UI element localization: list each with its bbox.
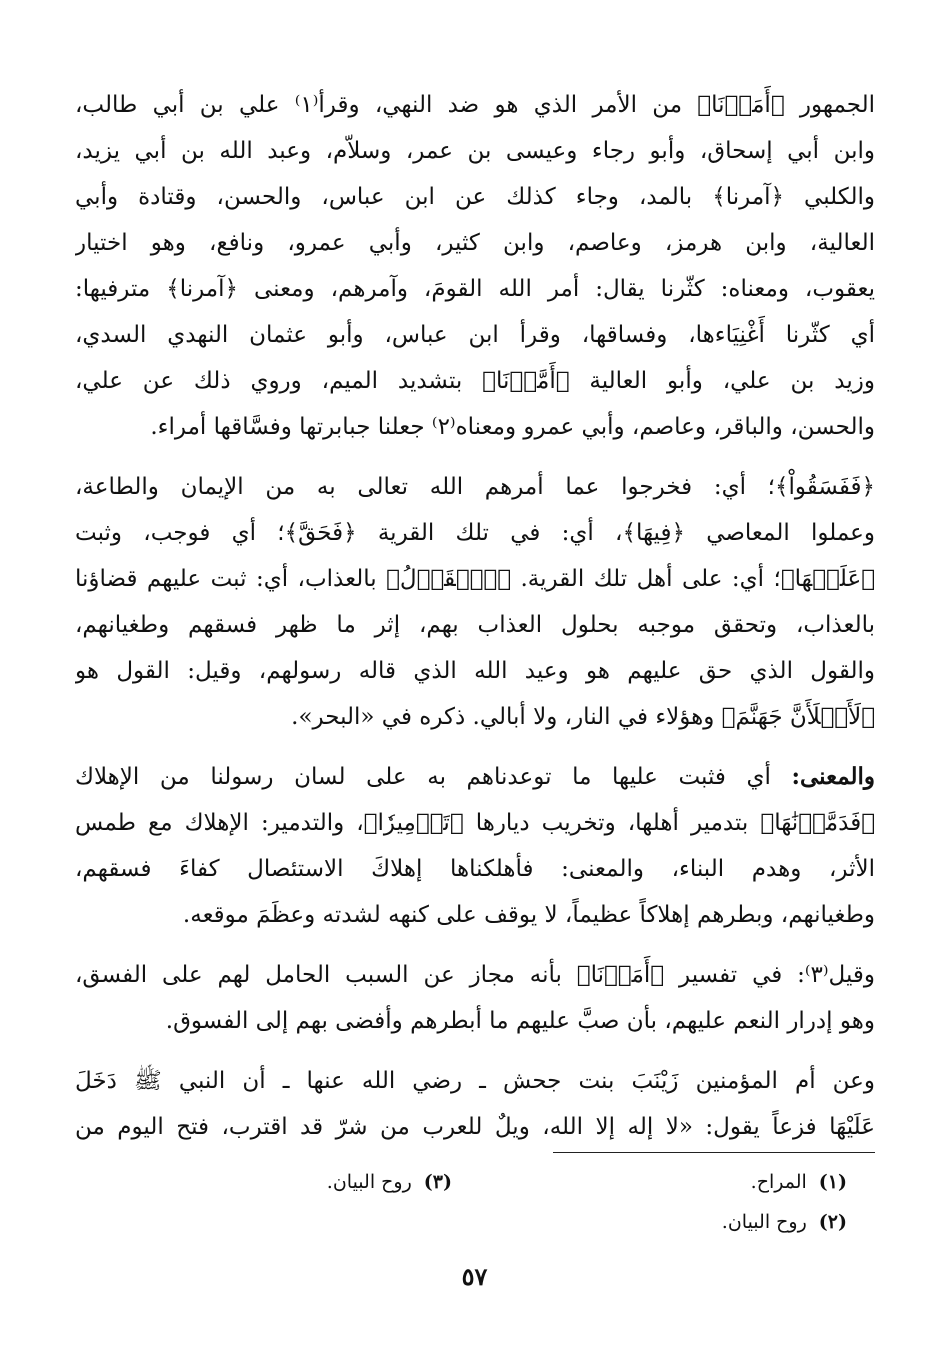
text-line: الأثر، وهدم البناء، والمعنى: فأهلكناها إهلاكَ الاستئصال كفاءَ فسقهم، xyxy=(75,856,875,882)
text-line: ﴿عَلَيۡهَا﴾؛ أي: على أهل تلك القرية. ﴿ٱلۡقَوۡلُ﴾ بالعذاب، أي: ثبت عليهم قضاؤنا xyxy=(75,566,875,592)
paragraph xyxy=(75,464,875,740)
lead-word: والمعنى: xyxy=(791,763,875,790)
text-line: والقول الذي حق عليهم هو وعيد الله الذي قاله رسولهم، وقيل: القول هو xyxy=(75,658,875,684)
footnote-divider xyxy=(553,1152,875,1153)
text-line xyxy=(75,754,875,800)
text-line: وزيد بن علي، وأبو العالية ﴿أَمَّرۡنَا﴾ بتشديد الميم، وروي ذلك عن علي، xyxy=(75,368,875,394)
footnote-2 xyxy=(722,1208,847,1236)
text-line: عَلَيْهَا فزعاً يقول: «لا إله إلا الله، ويلٌ للعرب من شرّ قد اقترب، فتح اليوم من xyxy=(75,1114,875,1140)
text-line: وعملوا المعاصي ﴿فِيهَا﴾، أي: في تلك القرية ﴿فَحَقَّ﴾؛ أي فوجب، وثبت xyxy=(75,520,875,546)
page-number: ٥٧ xyxy=(461,1262,488,1291)
footnote-text: روح البيان. xyxy=(326,1171,412,1193)
footnote-text: المراح. xyxy=(750,1171,807,1193)
text-line-rest: أي فثبت عليها ما توعدناهم به على لسان رسولنا من الإهلاك xyxy=(75,764,792,790)
text-line: العالية، وابن هرمز، وعاصم، وابن كثير، وأبي عمرو، ونافع، وهو اختيار xyxy=(75,230,875,256)
paragraph xyxy=(75,1058,875,1150)
footnote-number: (٢) xyxy=(818,1211,847,1233)
footnote-text: روح البيان. xyxy=(721,1211,807,1233)
text-line: والحسن، والباقر، وعاصم، وأبي عمرو ومعناه⁽٢⁾ جعلنا جبابرتها وفسَّاقها أمراء. xyxy=(150,414,875,440)
text-line: وعن أم المؤمنين زَيْنَبَ بنت جحش ـ رضي الله عنها ـ أن النبي ﷺ دَخَلَ xyxy=(75,1068,875,1094)
paragraph xyxy=(75,754,875,938)
text-line: وهو إدرار النعم عليهم، بأن صبَّ عليهم ما أبطرهم وأفضى بهم إلى الفسوق. xyxy=(165,1008,875,1034)
text-line: وقيل⁽٣⁾: في تفسير ﴿أَمَرۡنَا﴾ بأنه مجاز عن السبب الحامل لهم على الفسق، xyxy=(75,962,875,988)
footnote-number: (٣) xyxy=(423,1171,452,1193)
text-line: يعقوب، ومعناه: كثّرنا يقال: أمر الله القومَ، وآمرهم، ومعنى ﴿آمرنا﴾ مترفيها: xyxy=(75,276,875,302)
text-line: الجمهور ﴿أَمَرۡنَا﴾ من الأمر الذي هو ضد النهي، وقرأ⁽١⁾ علي بن أبي طالب، xyxy=(75,92,875,118)
page-body xyxy=(75,82,875,1150)
text-line: بالعذاب، وتحقق موجبه بحلول العذاب بهم، إثر ما ظهر فسقهم وطغيانهم، xyxy=(75,612,875,638)
text-line: ﴿لَأَمۡلَأَنَّ جَهَنَّمَ﴾ وهؤلاء في النار، ولا أبالي. ذكره في «البحر». xyxy=(291,704,875,730)
footnote-number: (١) xyxy=(818,1171,847,1193)
text-line: أي كثّرنا أَغْنِيَاءها، وفساقها، وقرأ ابن عباس، وأبو عثمان النهدي السدي، xyxy=(75,322,875,348)
text-line: وطغيانهم، وبطرهم إهلاكاً عظيماً، لا يوقف على كنهه لشدته وعظَمَ موقعه. xyxy=(182,902,875,928)
text-line: ﴿فَفَسَقُواْ﴾؛ أي: فخرجوا عما أمرهم الله تعالى به من الإيمان والطاعة، xyxy=(75,474,875,500)
paragraph xyxy=(75,952,875,1044)
text-line: ﴿فَدَمَّرۡنَٰهَا﴾ بتدمير أهلها، وتخريب ديارها ﴿تَدۡمِيرٗا﴾، والتدمير: الإهلاك مع طمس xyxy=(75,810,875,836)
footnote-1 xyxy=(751,1168,847,1196)
text-line: وابن أبي إسحاق، وأبو رجاء وعيسى بن عمر، وسلاّم، وعبد الله بن أبي يزيد، xyxy=(75,138,875,164)
text-line: والكلبي ﴿آمرنا﴾ بالمد، وجاء كذلك عن ابن عباس، والحسن، وقتادة وأبي xyxy=(75,184,875,210)
footnote-3 xyxy=(327,1168,452,1196)
paragraph xyxy=(75,82,875,450)
